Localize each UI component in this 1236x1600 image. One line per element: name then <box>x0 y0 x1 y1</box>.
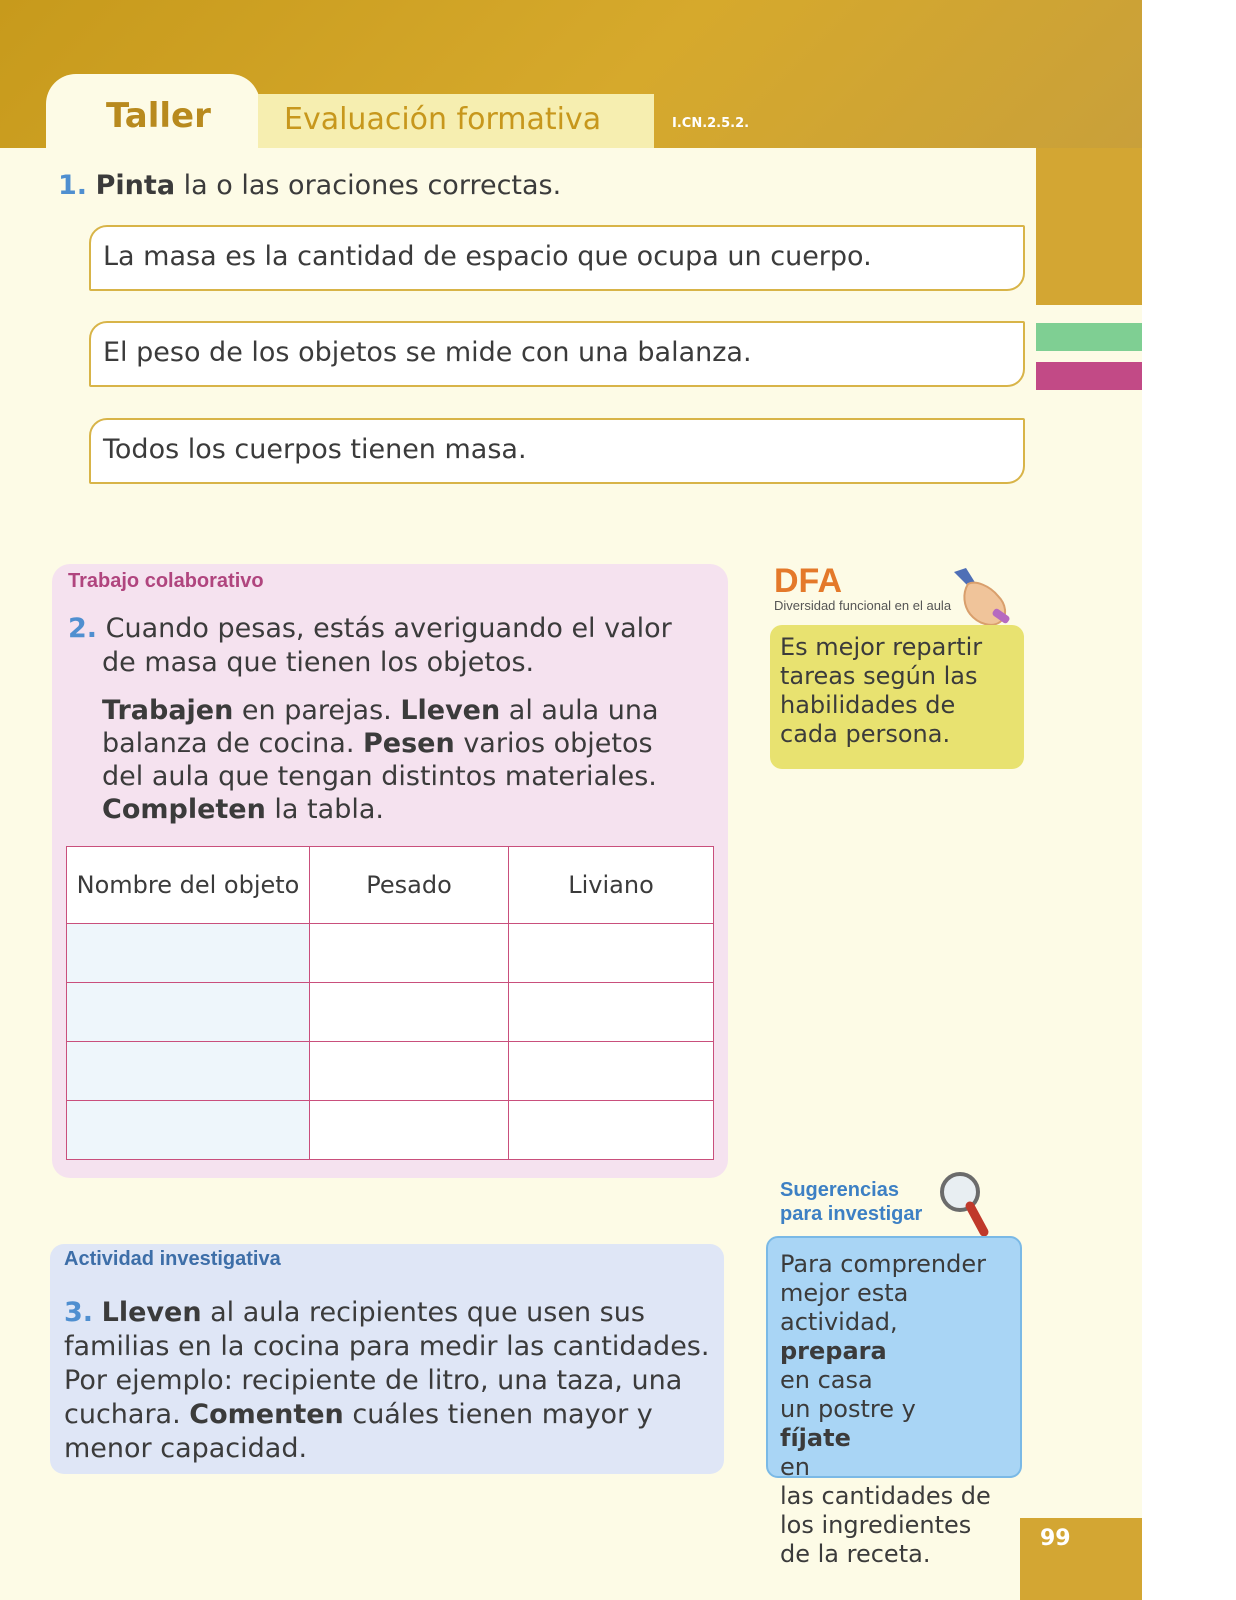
table-cell[interactable] <box>310 1101 509 1160</box>
sug-line: de la receta. <box>780 1540 931 1568</box>
header-pesado: Pesado <box>310 847 509 924</box>
sug-line <box>780 1337 1008 1395</box>
dfa-line: habilidades de <box>780 691 956 719</box>
table-cell[interactable] <box>509 983 714 1042</box>
verb-prepara: prepara <box>780 1337 887 1365</box>
question-3-text <box>64 1296 714 1466</box>
dfa-title: DFA <box>774 562 842 600</box>
sug-line: Para comprender <box>780 1250 986 1278</box>
weights-table <box>66 846 714 1160</box>
tab-evaluacion-label: Evaluación formativa <box>284 102 602 137</box>
table-cell[interactable] <box>67 924 310 983</box>
sug-text: en <box>780 1453 810 1481</box>
verb-completen: Completen <box>102 794 266 825</box>
question-2-line-2: de masa que tienen los objetos. <box>102 647 535 678</box>
table-cell[interactable] <box>509 1042 714 1101</box>
collaborative-work-box <box>52 564 728 1178</box>
table-cell[interactable] <box>509 1101 714 1160</box>
question-2-line-4 <box>102 727 653 760</box>
sug-line: los ingredientes <box>780 1511 972 1539</box>
sug-text: en casa <box>780 1366 873 1394</box>
q2-text: balanza de cocina. <box>102 728 364 759</box>
question-3-number: 3. <box>64 1297 94 1328</box>
suggestions-box <box>766 1236 1022 1568</box>
verb-fijate: fíjate <box>780 1424 851 1452</box>
question-2-line-5: del aula que tengan distintos materiales. <box>102 761 657 792</box>
choice-text: El peso de los objetos se mide con una balanza. <box>103 337 752 368</box>
magnifier-icon <box>936 1168 992 1244</box>
table-cell[interactable] <box>67 1101 310 1160</box>
choice-option-2[interactable] <box>89 321 1025 387</box>
suggestions-title-2: para investigar <box>780 1203 923 1225</box>
verb-pesen: Pesen <box>363 728 455 759</box>
dfa-line: Es mejor repartir <box>780 633 983 661</box>
tab-evaluacion <box>258 94 654 148</box>
suggestions-title-1: Sugerencias <box>780 1179 899 1201</box>
verb-trabajen: Trabajen <box>102 695 234 726</box>
verb-comenten: Comenten <box>189 1399 344 1430</box>
question-1 <box>58 170 561 201</box>
header-liviano: Liviano <box>509 847 714 924</box>
hand-icon <box>946 566 1016 632</box>
question-1-text: la o las oraciones correctas. <box>175 170 562 201</box>
choice-option-1[interactable] <box>89 225 1025 291</box>
verb-lleven: Lleven <box>400 695 501 726</box>
suggestions-title <box>780 1178 922 1226</box>
sug-line <box>780 1395 1008 1482</box>
sug-line: mejor esta actividad, <box>780 1279 909 1336</box>
verb-lleven: Lleven <box>101 1297 202 1328</box>
table-row <box>67 1101 714 1160</box>
q2-text: al aula una <box>500 695 659 726</box>
dfa-subtitle: Diversidad funcional en el aula <box>774 598 952 613</box>
research-title: Actividad investigativa <box>64 1248 281 1270</box>
table-cell[interactable] <box>310 983 509 1042</box>
q2-text: varios objetos <box>454 728 653 759</box>
curriculum-code: I.CN.2.5.2. <box>672 116 750 131</box>
q2-text-1: Cuando pesas, estás averiguando el valor <box>105 613 672 644</box>
collaborative-title: Trabajo colaborativo <box>68 570 264 592</box>
question-2-number: 2. <box>68 613 98 644</box>
tab-taller-label: Taller <box>106 96 211 136</box>
q2-text: la tabla. <box>265 794 384 825</box>
table-row <box>67 924 714 983</box>
sug-line: las cantidades de <box>780 1482 991 1510</box>
sug-text: un postre y <box>780 1395 916 1423</box>
q3-text: al aula recipientes que usen sus familias en la cocina para medir las cantidades. Por ejemplo: recipiente de litro, una taza, una cuchara. <box>64 1297 710 1430</box>
page-number: 99 <box>1040 1526 1071 1551</box>
q2-text: en parejas. <box>233 695 401 726</box>
header-nombre: Nombre del objeto <box>67 847 310 924</box>
table-cell[interactable] <box>67 983 310 1042</box>
dfa-line: cada persona. <box>780 720 951 748</box>
question-2-line-3 <box>102 694 659 727</box>
green-stripe <box>1036 323 1142 351</box>
research-activity-box <box>50 1244 724 1474</box>
right-band <box>1036 148 1142 305</box>
table-cell[interactable] <box>509 924 714 983</box>
q3-text: cuáles tienen mayor y menor capacidad. <box>64 1399 653 1464</box>
choice-option-3[interactable] <box>89 418 1025 484</box>
pink-stripe <box>1036 362 1142 390</box>
table-header-row <box>67 847 714 924</box>
tab-taller <box>46 74 260 152</box>
question-2-line-6 <box>102 793 384 826</box>
choice-text: La masa es la cantidad de espacio que ocupa un cuerpo. <box>103 241 872 272</box>
question-1-number: 1. <box>58 170 88 201</box>
dfa-box <box>770 625 1024 769</box>
table-cell[interactable] <box>310 1042 509 1101</box>
table-cell[interactable] <box>67 1042 310 1101</box>
table-row <box>67 983 714 1042</box>
table-cell[interactable] <box>310 924 509 983</box>
choice-text: Todos los cuerpos tienen masa. <box>103 434 527 465</box>
dfa-line: tareas según las <box>780 662 978 690</box>
page-number-band <box>1020 1518 1142 1600</box>
table-row <box>67 1042 714 1101</box>
question-2-line-1 <box>68 612 672 645</box>
question-1-verb: Pinta <box>95 170 176 201</box>
